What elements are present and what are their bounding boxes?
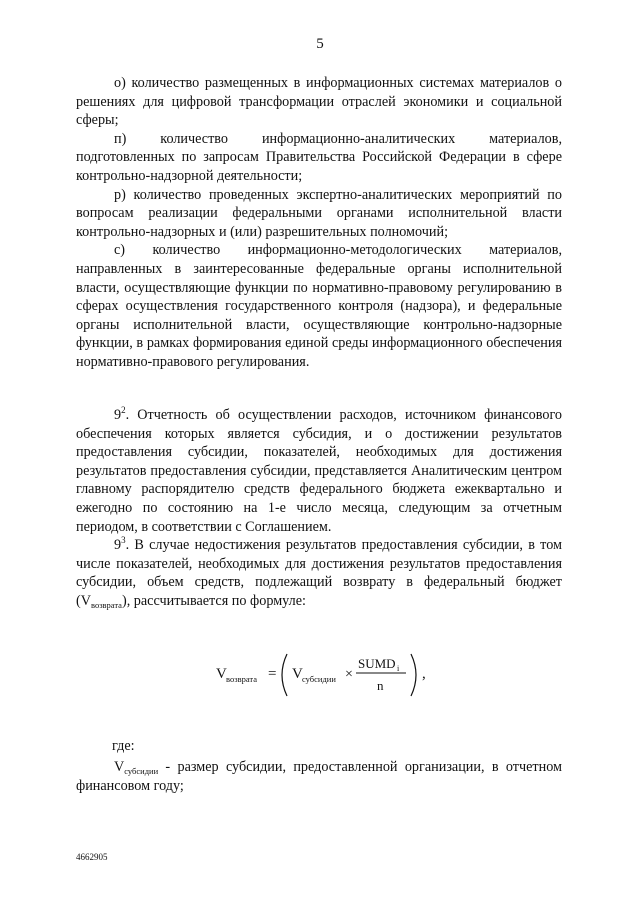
definition-sub: субсидии [124,766,159,776]
formula-inner-sub: субсидии [302,674,336,684]
clause-9-2-number: 9 [114,407,122,423]
list-items-block [76,74,562,372]
document-id: 4662905 [76,852,108,862]
clause-9-3-text-before: . В случае недостижения результатов предоставления субсидии, в том числе показателей, необходимых для достижения результатов предоставления субсидии, объем средств, подлежащий возврату в федеральный бюджет (V [76,537,562,609]
clauses-block [76,406,562,611]
item-p: п) количество информационно-аналитических материалов, подготовленных по запросам Правительства Российской Федерации в сфере контрольно-надзорной деятельности; [76,130,562,184]
definition-var: V [114,759,125,775]
formula-denominator: n [377,678,384,693]
definition-text: - размер субсидии, предоставленной организации, в отчетном финансовом году; [76,759,562,794]
formula-trailing-comma: , [422,666,426,682]
clause-9-3-sup: 3 [121,535,126,546]
where-label: где: [112,738,135,754]
formula-right-paren [411,654,416,696]
formula-left-paren [282,654,287,696]
clause-9-3-sub: возврата [90,599,122,610]
clause-9-3 [76,536,562,610]
definitions-block [76,758,562,795]
item-o: о) количество размещенных в информационных системах материалов о решениях для цифровой трансформации отраслей экономики и социальной сферы; [76,75,562,129]
formula-inner-var: V [292,666,303,682]
item-r: р) количество проведенных экспертно-аналитических мероприятий по вопросам реализации федеральными органами исполнительной власти контрольно-надзорных и (или) разрешительных полномочий; [76,186,562,240]
page-number: 5 [316,36,324,52]
clause-9-3-text-after: ), рассчитывается по формуле: [121,592,306,609]
formula-lhs-var: V [216,666,227,682]
clause-9-2-text: . Отчетность об осуществлении расходов, источником финансового обеспечения которых является субсидия, и о достижении результатов предоставления субсидии, показателей, необходимых для достижения результатов предоставления субсидии, представляется Аналитическим центром главному распорядителю средств федерального бюджета ежеквартально и ежегодно по состоянию на 1-е число месяца, следующим за отчетным периодом, в соответствии с Соглашением. [76,407,562,535]
clause-9-2 [76,406,562,536]
formula-lhs-sub: возврата [226,674,257,684]
clause-9-3-number: 9 [114,537,122,554]
definition-v-subsidy [76,758,562,795]
refund-formula [212,646,432,706]
clause-9-2-sup: 2 [121,405,126,415]
formula-equals: = [268,666,277,682]
item-s: с) количество информационно-методологических материалов, направленных в заинтересованные федеральные органы исполнительной власти, осуществляющие функции по нормативно-правовому регулированию в сферах осуществления государственного контроля (надзора), и федеральные органы исполнительной власти, осуществляющие контрольно-надзорные функции, в рамках формирования единой среды информационного обеспечения нормативно-правового регулирования. [76,242,562,370]
formula-times: × [345,667,353,682]
formula-numerator-sub: i [397,664,400,673]
formula-numerator: SUMD [358,656,396,671]
